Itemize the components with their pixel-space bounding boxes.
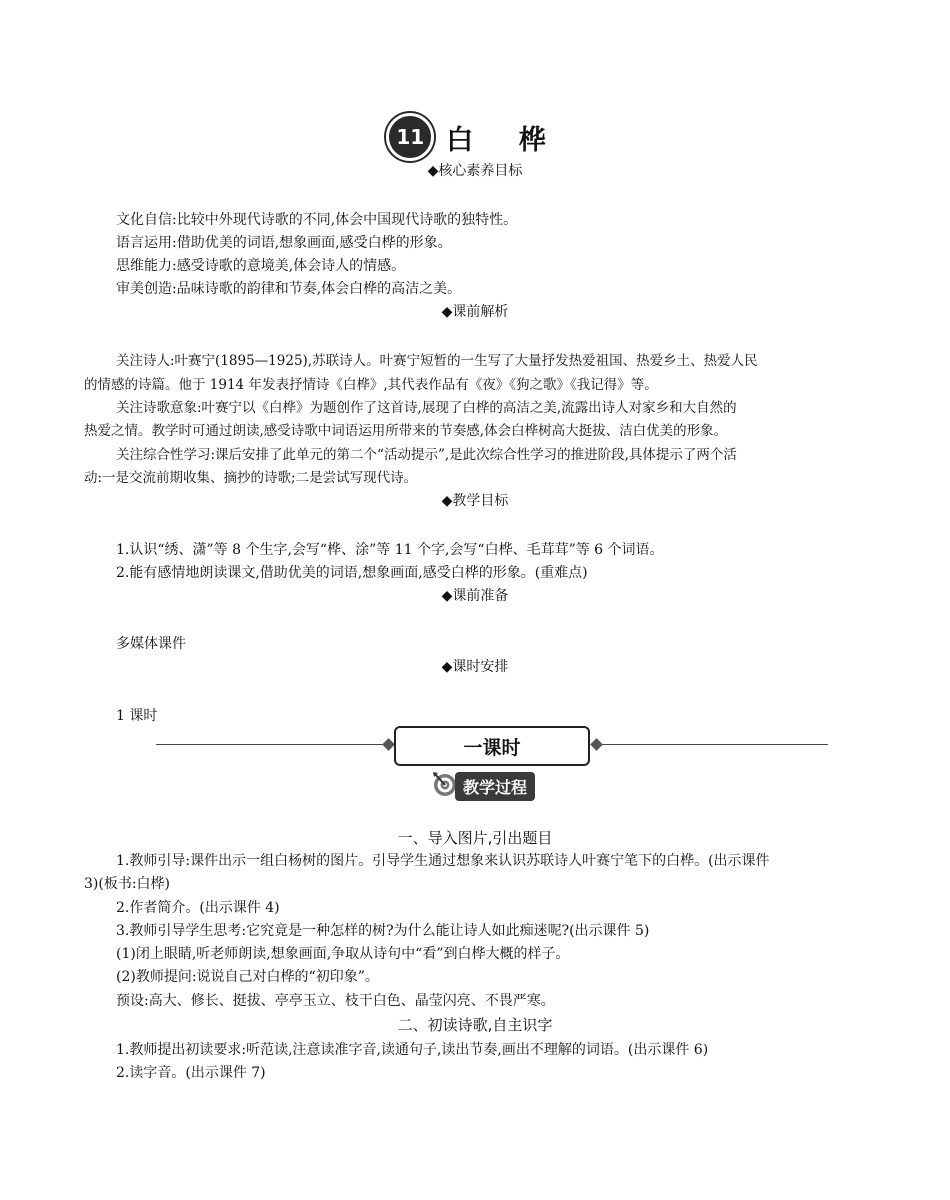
- divider-left: [156, 744, 388, 745]
- part1-line: 3.教师引导学生思考:它究竟是一种怎样的树?为什么能让诗人如此痴迷呢?(出示课件 5): [116, 923, 650, 939]
- part1-line: 预设:高大、修长、挺拔、亭亭玉立、枝干白色、晶莹闪亮、不畏严寒。: [116, 993, 555, 1009]
- goal-line: 2.能有感情地朗读课文,借助优美的词语,想象画面,感受白桦的形象。(重难点): [116, 565, 588, 581]
- lesson-title-block: [0, 114, 950, 160]
- core-line: 思维能力:感受诗歌的意境美,体会诗人的情感。: [116, 258, 406, 274]
- preview-line: 动:一是交流前期收集、摘抄的诗歌;二是尝试写现代诗。: [84, 470, 418, 486]
- section-heading-prep: ◆课前准备: [441, 588, 509, 604]
- preview-line: 热爱之情。教学时可通过朗读,感受诗歌中词语运用所带来的节奏感,体会白桦树高大挺拔、洁白优美的形象。: [84, 423, 728, 439]
- core-line: 文化自信:比较中外现代诗歌的不同,体会中国现代诗歌的独特性。: [116, 212, 518, 228]
- preview-line: 关注诗歌意象:叶赛宁以《白桦》为题创作了这首诗,展现了白桦的高洁之美,流露出诗人对家乡和大自然的: [116, 400, 737, 416]
- core-line: 审美创造:品味诗歌的韵律和节奏,体会白桦的高洁之美。: [116, 281, 462, 297]
- prep-text: 多媒体课件: [116, 636, 186, 652]
- divider-right: [598, 744, 828, 745]
- part1-line: 3)(板书:白桦): [84, 876, 171, 892]
- process-label-block: [432, 772, 535, 800]
- diamond-ornament-right: [590, 738, 603, 751]
- goal-line: 1.认识“绣、潇”等 8 个生字,会写“桦、涂”等 11 个字,会写“白桦、毛茸茸”等 6 个词语。: [116, 542, 664, 558]
- part2-line: 2.读字音。(出示课件 7): [116, 1065, 266, 1081]
- part1-line: 2.作者简介。(出示课件 4): [116, 900, 280, 916]
- section-heading-schedule: ◆课时安排: [441, 659, 509, 675]
- section-heading-preview: ◆课前解析: [441, 304, 509, 320]
- period-banner: 一课时: [394, 726, 590, 766]
- schedule-text: 1 课时: [116, 708, 158, 724]
- lesson-title: 白 桦: [446, 124, 564, 156]
- core-line: 语言运用:借助优美的词语,想象画面,感受白桦的形象。: [116, 235, 452, 251]
- part2-heading: 二、初读诗歌,自主识字: [397, 1016, 553, 1034]
- part2-line: 1.教师提出初读要求:听范读,注意读准字音,读通句子,读出节奏,画出不理解的词语。(出示课件 6): [116, 1042, 709, 1058]
- part1-line: 1.教师引导:课件出示一组白杨树的图片。引导学生通过想象来认识苏联诗人叶赛宁笔下的白桦。(出示课件: [116, 853, 770, 869]
- process-label: 教学过程: [455, 772, 535, 801]
- part1-line: (1)闭上眼睛,听老师朗读,想象画面,争取从诗句中“看”到白桦大概的样子。: [116, 946, 570, 962]
- lesson-number-badge: 11: [386, 113, 434, 161]
- preview-line: 的情感的诗篇。他于 1914 年发表抒情诗《白桦》,其代表作品有《夜》《狗之歌》《我记得》等。: [84, 377, 658, 393]
- diamond-ornament-left: [382, 738, 395, 751]
- preview-line: 关注诗人:叶赛宁(1895—1925),苏联诗人。叶赛宁短暂的一生写了大量抒发热爱祖国、热爱乡土、热爱人民: [116, 353, 758, 369]
- section-heading-core: ◆核心素养目标: [427, 163, 523, 179]
- section-heading-goals: ◆教学目标: [441, 493, 509, 509]
- part1-line: (2)教师提问:说说自己对白桦的“初印象”。: [116, 969, 379, 985]
- preview-line: 关注综合性学习:课后安排了此单元的第二个“活动提示”,是此次综合性学习的推进阶段,具体提示了两个活: [116, 447, 737, 463]
- part1-heading: 一、导入图片,引出题目: [397, 829, 553, 847]
